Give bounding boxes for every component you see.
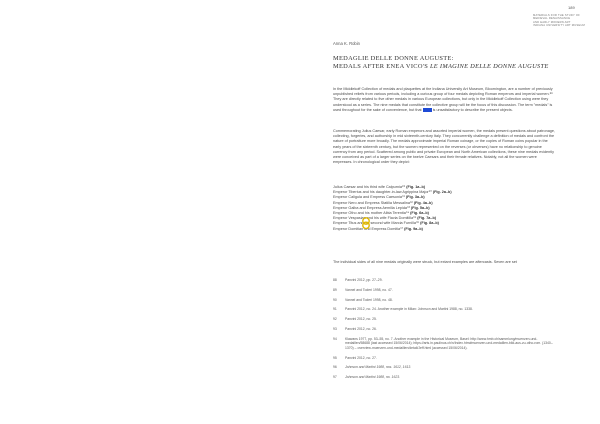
list-item-text: Emperor Caligula and Empress Caesonia⁹¹ [333,195,405,200]
footnote-number: 91 [333,307,337,312]
footnote-number: 94 [333,336,337,341]
paragraph-continuation: The individual sides of all nine medals originally were struck, but extant examples are aftercasts. Seven are set [333,260,517,264]
footnote-number: 88 [333,278,337,282]
footnote [333,298,555,303]
footnote-text: Panvini 2012, no. 25. [345,317,377,322]
paragraph-intro [333,87,555,113]
figure-ref: (Fig. 1a–b) [406,185,425,189]
author-name: Anna K. Robin [333,41,361,46]
footnote [333,307,555,312]
footnote [333,375,555,380]
footnote [333,288,555,293]
paragraph-intro-text-a: In the Middlekoff Collection of medals and plaquettes at the Indiana University Art Museum, Bloomington, are a number of previously unpublished reliefs from various periods, including a curious group of four medals depicting Roman emperors and imperial women.⁸⁸ They are directly related to five other medals in various European collections, but only in the Middlekoff Collection using were they understood as a series. The nine medals that constitute the collective group will be the focus of this discussion. The term "medals" is used throughout for the sake of convenience, but that [333,87,553,112]
footnote-text: Panvini 2012, no. 26. [345,326,377,331]
list-item-text: Emperor Tiberius and his daughter-in-law Agrippina Major⁹⁰ [333,190,432,195]
ring-annotation-icon [360,217,372,229]
footnote-text: Vannel and Toderi 1998, no. 47. [345,287,393,292]
title-line-2-prefix: MEDALS AFTER ENEA VICO'S [333,63,430,70]
journal-line: AND EARLY MODERN ART [533,20,571,24]
paragraph-context: Commemorating Julius Caesar, early Roman emperors and assorted imperial women, the medals present questions about patronage, collecting, forgeries, and authorship in mid sixteenth-century Italy. They concurrently challenge a definition of medals and confront the nature of portraiture more broadly. The medals approximate imperial Roman coinage, or the copies of Roman coins popular in the early years of the sixteenth century, but the women represented on the reverses (or obverses) have no relationship to genuine currency from any period. Scattered among public and private European and North American collections, these nine medals evidently were conceived as part of a larger series on the twelve Caesars and their female relatives. Notably, not all the women were empresses. In chronological order they depict: [333,129,555,165]
figure-ref: (Fig. 2a–b) [432,190,452,195]
list-item-text: Emperor Otho and his mother Albia Terentia⁹⁴ [333,211,410,216]
footnote-text: Klawans 1977, pp. 53–55, no. 7. Another example in the Historical Museum, Basel: http://www.hmb.ch/sammlung/muenzen-und-medaillen/58688 (last accessed 15/06/2014); https://arts.in.paulinus.ch/n/Index.htm#muenzen-und-medaillen-bild-aus-zu-otho-rom. (1340–1370) – overview-muenzen-und-medaillen/detail/Jeff.html (accessed 15/06/2014). [345,336,553,350]
journal-line: MEDIEVAL RENAISSANCE [533,17,571,21]
selection-highlight [423,108,432,112]
footnote-text: Panvini 2012, no. 27. [345,355,377,360]
ring-annotation-lower [363,222,369,228]
figure-ref: (Fig. 4a–b) [413,200,433,205]
footnote-text: Panvini 2012, pp. 27–29. [345,278,383,282]
page-number: 189 [568,5,575,10]
footnote-number: 97 [333,375,337,380]
list-item-text: Emperor Vespasian and his wife Flavia Domitilla⁹⁵ [333,216,417,221]
title-line-1: MEDAGLIE DELLE DONNE AUGUSTE: [333,55,454,62]
list-item-text: Emperor Galba and Empress Aemilia Lepida⁹³ [333,205,410,210]
footnote [333,356,555,361]
footnote [333,327,555,332]
footnote-number: 92 [333,317,337,322]
footnote-number: 90 [333,297,337,302]
footnotes [333,278,555,385]
list-item-text: Julius Caesar and his third wife Calpurnia⁸⁹ [333,185,406,189]
figure-ref: (Fig. 9a–b) [404,226,423,231]
list-item-text: Emperor Titus and his second wife Marcia Furnilla⁹⁶ [333,221,420,226]
footnote-number: 89 [333,287,337,292]
footnote-text: Johnson and Martini 1988, no. 1623. [345,375,401,380]
footnote-text: Vannel and Toderi 1998, no. 48. [345,297,393,302]
footnote-text: Johnson and Martini 1988, nos. 1612, 1613. [345,365,412,370]
title-line-2 [333,63,563,71]
figure-ref: (Fig. 6a–b) [410,211,429,216]
journal-line: INDIANA UNIVERSITY ART MUSEUM [533,24,585,28]
figure-ref: (Fig. 3a–b) [405,195,425,200]
figure-ref: (Fig. 7a–b) [417,216,437,221]
title-line-2-italic: LE IMAGINE DELLE DONNE AUGUSTE [429,63,549,70]
journal-header [533,14,589,28]
list-item-text: Emperor Nero and Empress Statilia Messalina⁹² [333,200,413,205]
footnote-number: 93 [333,326,337,331]
footnote [333,278,555,283]
article-title [333,55,563,71]
footnote [333,365,555,370]
footnote-number: 96 [333,365,337,370]
journal-line: MATERIALS FOR THE STUDY OF [533,14,581,17]
figure-ref: (Fig. 5a–b) [410,205,430,210]
footnote-text: Panvini 2012, no. 24. Another example in Milan: Johnson and Martini 1988, no. 1338. [345,307,473,312]
footnote-number: 95 [333,355,337,360]
paragraph-intro-text-b: is unsatisfactory to describe the present objects. [432,107,513,112]
footnote [333,317,555,322]
list-item-text: Emperor Domitian and Empress Domitia⁹⁷ [333,226,404,231]
figure-ref: (Fig. 8a–b) [420,221,439,226]
footnote [333,337,555,351]
